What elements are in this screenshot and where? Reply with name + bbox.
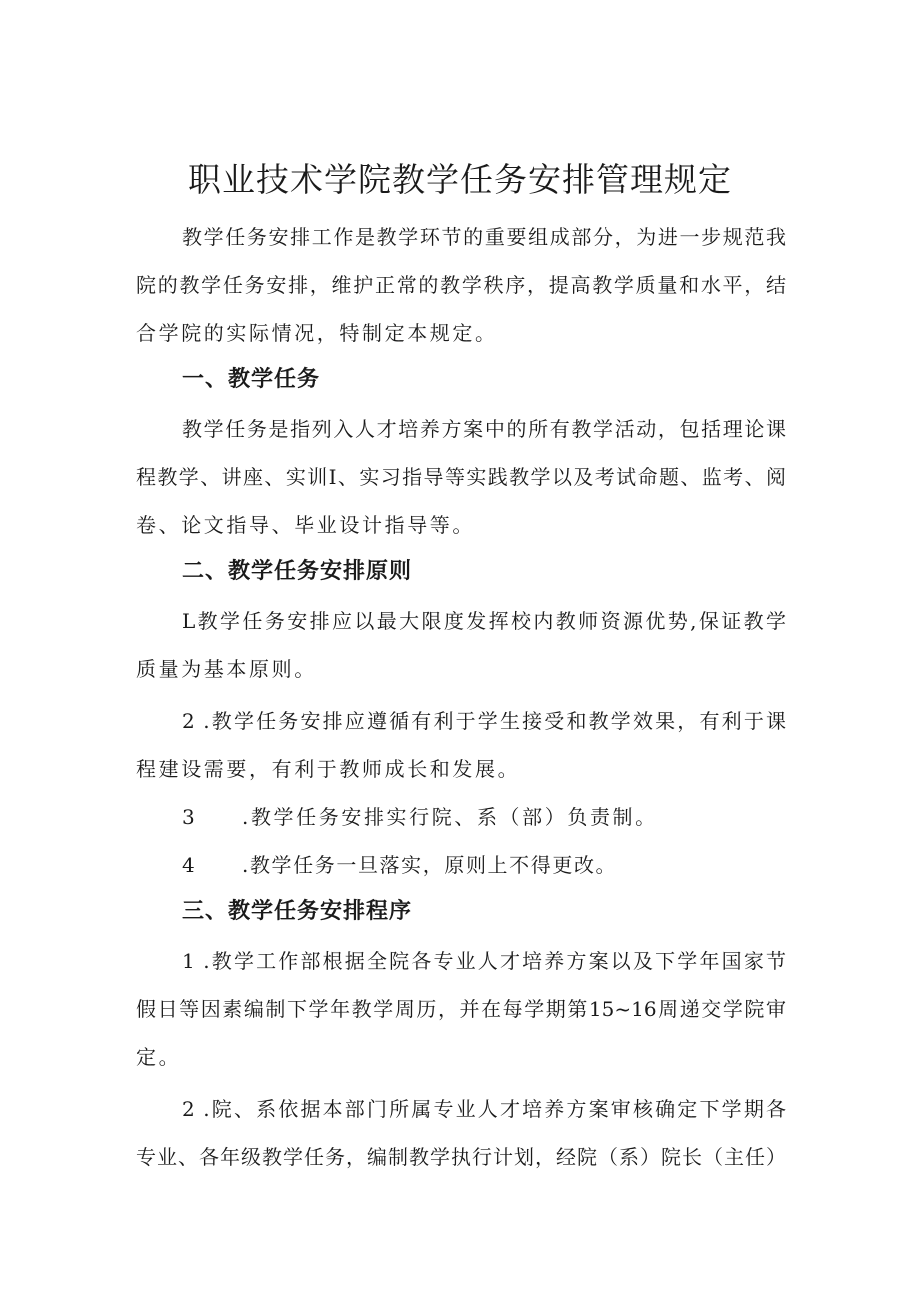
section-3-item-2-line-2: 专业、各年级教学任务，编制教学执行计划，经院（系）院长（主任） (136, 1145, 786, 1169)
section-2-item-3-text: .教学任务安排实行院、系（部）负责制。 (242, 805, 658, 829)
section-2-heading: 二、教学任务安排原则 (182, 559, 413, 584)
section-1-line-1: 教学任务是指列入人才培养方案中的所有教学活动，包括理论课 (182, 417, 786, 441)
intro-line-2: 院的教学任务安排，维护正常的教学秩序，提高教学质量和水平，结 (136, 273, 786, 297)
section-3-item-1-line-1: 1 .教学工作部根据全院各专业人才培养方案以及下学年国家节 (182, 949, 786, 973)
section-2-item-1-line-1: L教学任务安排应以最大限度发挥校内教师资源优势,保证教学 (182, 609, 786, 633)
section-1-heading: 一、教学任务 (182, 367, 321, 392)
section-3-item-1-line-2: 假日等因素编制下学年教学周历，并在每学期第15~16周递交学院审 (136, 997, 786, 1021)
section-3-item-1-line-3: 定。 (136, 1045, 182, 1069)
document-title: 职业技术学院教学任务安排管理规定 (188, 160, 732, 200)
section-2-item-2-line-1: 2 .教学任务安排应遵循有利于学生接受和教学效果，有利于课 (182, 709, 786, 733)
section-2-item-2-line-2: 程建设需要，有利于教师成长和发展。 (136, 757, 521, 781)
section-2-item-1-line-2: 质量为基本原则。 (136, 657, 317, 681)
intro-line-1: 教学任务安排工作是教学环节的重要组成部分，为进一步规范我 (182, 225, 786, 249)
section-3-heading: 三、教学任务安排程序 (182, 899, 413, 924)
section-2-item-3-number: 3 (182, 805, 198, 829)
section-1-line-2: 程教学、讲座、实训I、实习指导等实践教学以及考试命题、监考、阅 (136, 465, 786, 489)
section-2-item-4-text: .教学任务一旦落实，原则上不得更改。 (242, 853, 618, 877)
section-3-item-2-line-1: 2 .院、系依据本部门所属专业人才培养方案审核确定下学期各 (182, 1097, 786, 1121)
intro-line-3: 合学院的实际情况，特制定本规定。 (136, 321, 498, 345)
section-2-item-4-number: 4 (182, 853, 198, 877)
section-1-line-3: 卷、论文指导、毕业设计指导等。 (136, 513, 475, 537)
